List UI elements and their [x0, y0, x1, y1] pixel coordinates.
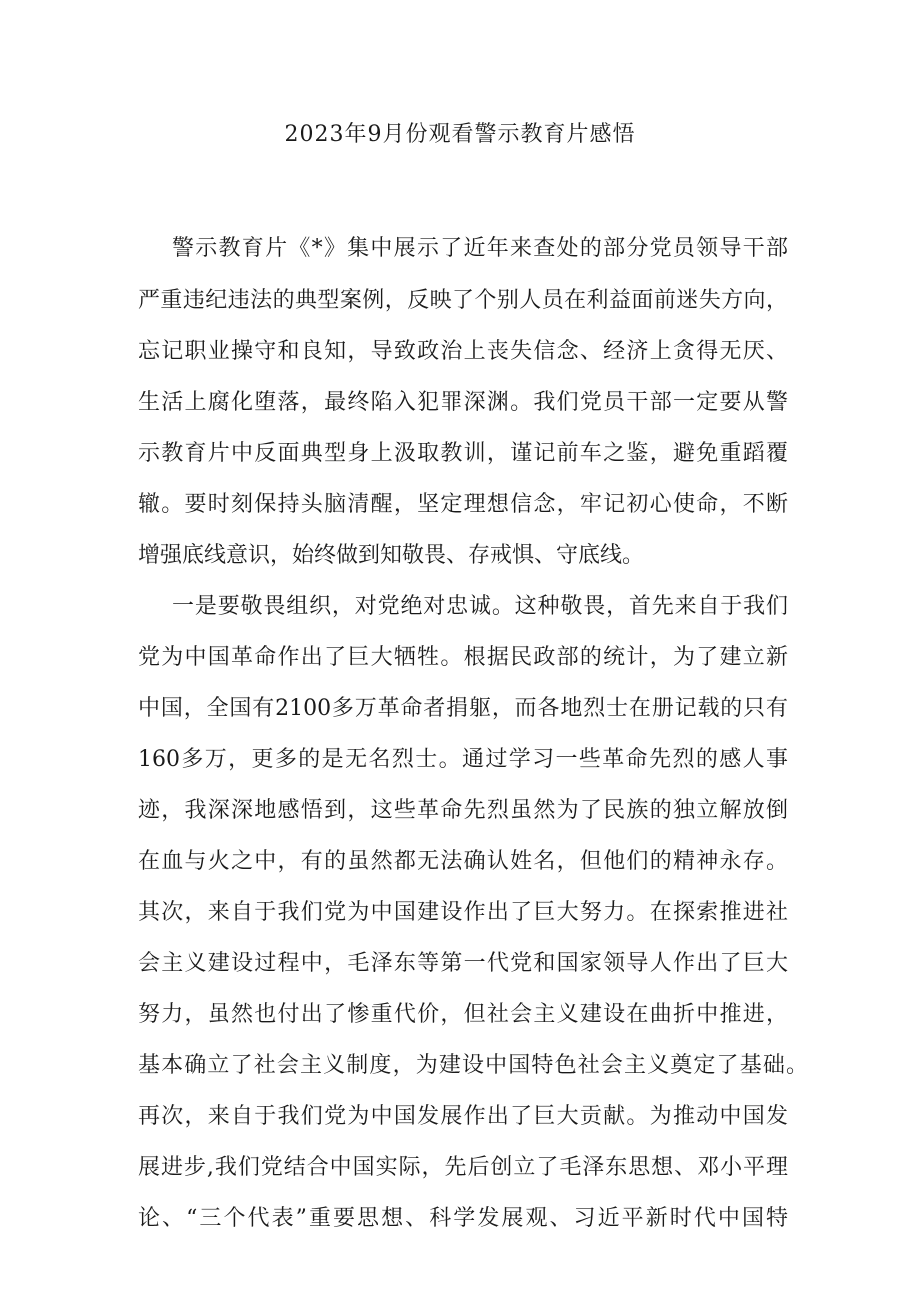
paragraph-2-line: 其次，来自于我们党为中国建设作出了巨大努力。在探索推进社	[138, 900, 788, 925]
paragraph-2-line: 论、“三个代表”重要思想、科学发展观、习近平新时代中国特	[138, 1206, 788, 1231]
paragraph-1-line: 忘记职业操守和良知，导致政治上丧失信念、经济上贪得无厌、	[138, 339, 788, 364]
paragraph-2-line: 在血与火之中，有的虽然都无法确认姓名，但他们的精神永存。	[138, 849, 788, 874]
paragraph-2-line: 中国，全国有2100多万革命者捐躯，而各地烈士在册记载的只有	[138, 696, 788, 721]
document-title: 2023年9月份观看警示教育片感悟	[284, 122, 636, 147]
paragraph-2-line: 一是要敬畏组织，对党绝对忠诚。这种敬畏，首先来自于我们	[172, 594, 788, 619]
paragraph-1-line: 警示教育片《*》集中展示了近年来查处的部分党员领导干部	[172, 236, 788, 261]
paragraph-2-line: 160多万，更多的是无名烈士。通过学习一些革命先烈的感人事	[138, 747, 788, 772]
paragraph-1-line: 增强底线意识，始终做到知敬畏、存戒惧、守底线。	[138, 543, 645, 568]
paragraph-2-line: 展进步,我们党结合中国实际，先后创立了毛泽东思想、邓小平理	[138, 1155, 788, 1180]
paragraph-1-line: 示教育片中反面典型身上汲取教训，谨记前车之鉴，避免重蹈覆	[138, 441, 788, 466]
paragraph-2-line: 再次，来自于我们党为中国发展作出了巨大贡献。为推动中国发	[138, 1104, 788, 1129]
paragraph-2-line: 努力，虽然也付出了惨重代价，但社会主义建设在曲折中推进，	[138, 1002, 788, 1027]
paragraph-1-line: 辙。要时刻保持头脑清醒，坚定理想信念，牢记初心使命，不断	[138, 492, 788, 517]
paragraph-1-line: 严重违纪违法的典型案例，反映了个别人员在利益面前迷失方向，	[138, 288, 788, 313]
paragraph-1-line: 生活上腐化堕落，最终陷入犯罪深渊。我们党员干部一定要从警	[138, 390, 788, 415]
paragraph-2-line: 党为中国革命作出了巨大牺牲。根据民政部的统计，为了建立新	[138, 645, 788, 670]
paragraph-2-line: 会主义建设过程中，毛泽东等第一代党和国家领导人作出了巨大	[138, 951, 788, 976]
paragraph-2-line: 基本确立了社会主义制度，为建设中国特色社会主义奠定了基础。	[138, 1053, 808, 1078]
paragraph-2-line: 迹，我深深地感悟到，这些革命先烈虽然为了民族的独立解放倒	[138, 798, 788, 823]
